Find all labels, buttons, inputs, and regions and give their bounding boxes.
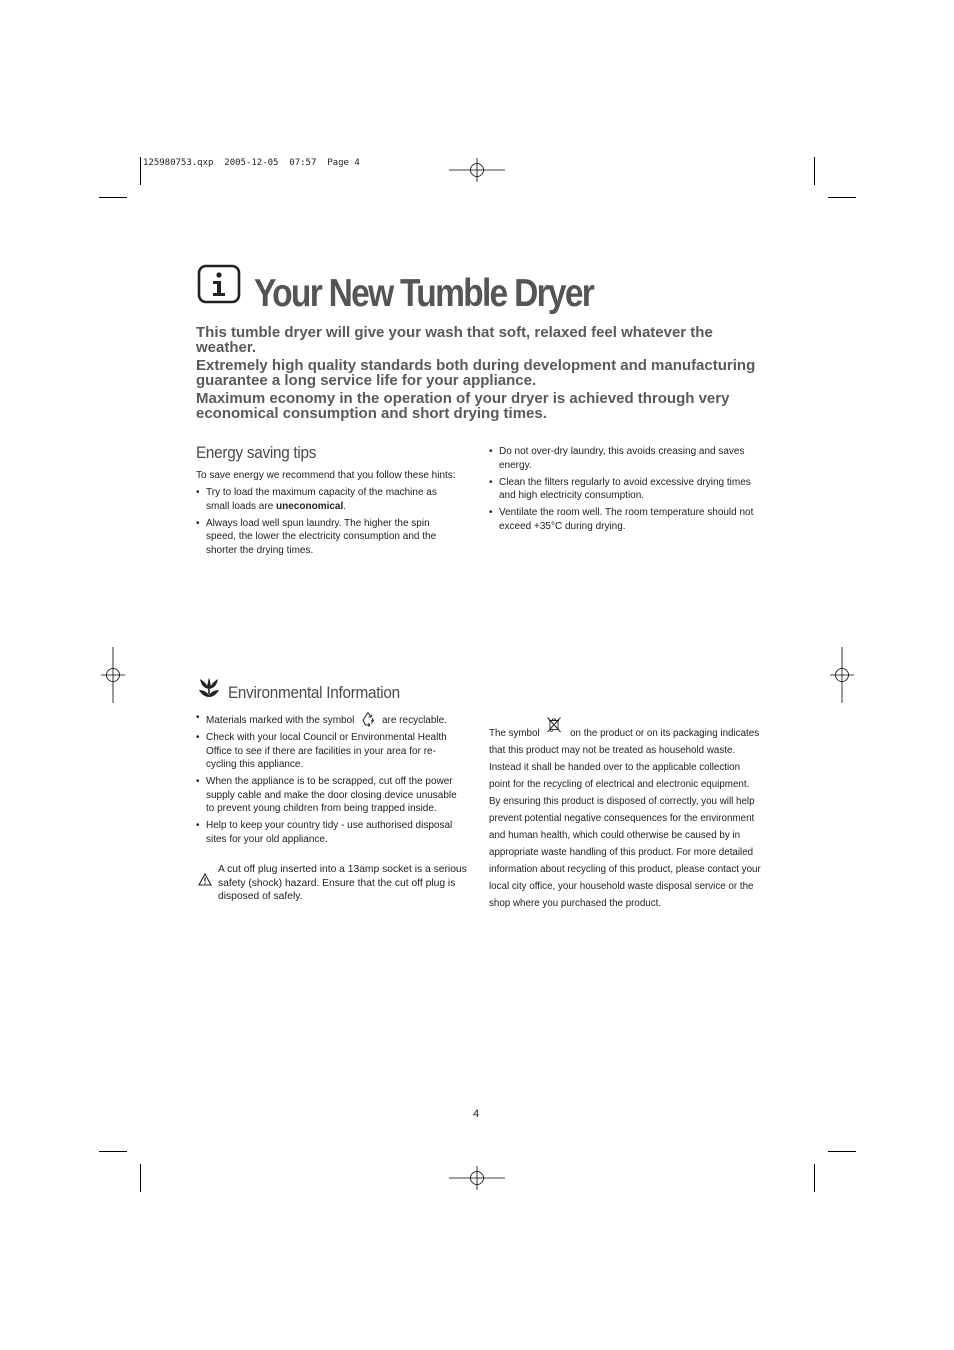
registration-mark-bottom [449,1166,505,1190]
list-item: • Help to keep your country tidy - use authorised disposal sites for your old appliance. [196,819,466,846]
registration-mark-top [449,158,505,182]
energy-tips-list-left [196,486,458,557]
list-item: • Do not over-dry laundry, this avoids creasing and saves energy. [489,445,761,472]
crop-mark-bottom-right-v [814,1164,815,1192]
environment-list [196,711,466,847]
crop-mark-bottom-left-v [140,1164,141,1192]
intro-paragraph-1: This tumble dryer will give your wash that soft, relaxed feel whatever the weather. [196,324,713,356]
energy-saving-heading: Energy saving tips [196,443,317,462]
info-icon [197,264,241,304]
energy-lead-text: To save energy we recommend that you follow these hints: [196,470,456,481]
page-title: Your New Tumble Dryer [254,272,594,315]
crop-mark-top-left-v [140,157,141,185]
energy-tips-list-right [489,445,761,533]
list-item: • Try to load the maximum capacity of the machine as small loads are uneconomical. [196,486,458,513]
intro-paragraph-2: Extremely high quality standards both during development and manufacturing guarantee a long service life for your appliance. [196,357,756,389]
environment-left-column [196,711,466,850]
crossed-bin-icon [546,716,562,734]
list-item: • Check with your local Council or Environmental Health Office to see if there are facilities in your area for re-cycling this appliance. [196,731,466,772]
registration-mark-left [101,647,125,703]
page-number: 4 [473,1108,480,1120]
emphasis-uneconomical: uneconomical [276,500,344,512]
list-item: • Ventilate the room well. The room temperature should not exceed +35°C during drying. [489,506,761,533]
environment-heading: Environmental Information [228,683,400,702]
registration-mark-right [830,647,854,703]
intro-paragraph-3: Maximum economy in the operation of your dryer is achieved through very economical consumption and short drying times. [196,390,730,422]
list-item: • Clean the filters regularly to avoid excessive drying times and high electricity consumption. [489,476,761,503]
flower-icon [197,677,221,699]
crop-mark-top-right-v [814,157,815,185]
list-item: • Always load well spun laundry. The higher the spin speed, the lower the electricity consumption and the shorter the drying times. [196,517,458,558]
safety-warning: A cut off plug inserted into a 13amp socket is a serious safety (shock) hazard. Ensure that the cut off plug is disposed of safely. [218,864,467,903]
energy-left-column [196,469,458,561]
energy-right-column [489,445,761,537]
weee-paragraph: The symbol on the product or on its packaging indicates that this product may not be treated as household waste. Instead it shall be handed over to the applicable collection point for the recycling of electrical and electronic equipment. By ensuring this product is disposed of correctly, you will help prevent potential negative consequences for the environment and human health, which could otherwise be caused by in appropriate waste handling of this product. For more detailed information about recycling of this product, please contact your local city office, your household waste disposal service or the shop where you purchased the product. [489,716,761,912]
list-item: • Materials marked with the symbol are recyclable. [196,711,466,728]
crop-mark-bottom-right-h [828,1151,856,1152]
crop-mark-top-left-h [99,197,127,198]
list-item: • When the appliance is to be scrapped, cut off the power supply cable and make the door closing device unusable to prevent young children from being trapped inside. [196,775,466,816]
recycle-icon [360,711,376,727]
warning-triangle-icon [198,873,212,886]
print-slug: 125980753.qxp 2005-12-05 07:57 Page 4 [143,158,360,168]
crop-mark-bottom-left-h [99,1151,127,1152]
crop-mark-top-right-h [828,197,856,198]
